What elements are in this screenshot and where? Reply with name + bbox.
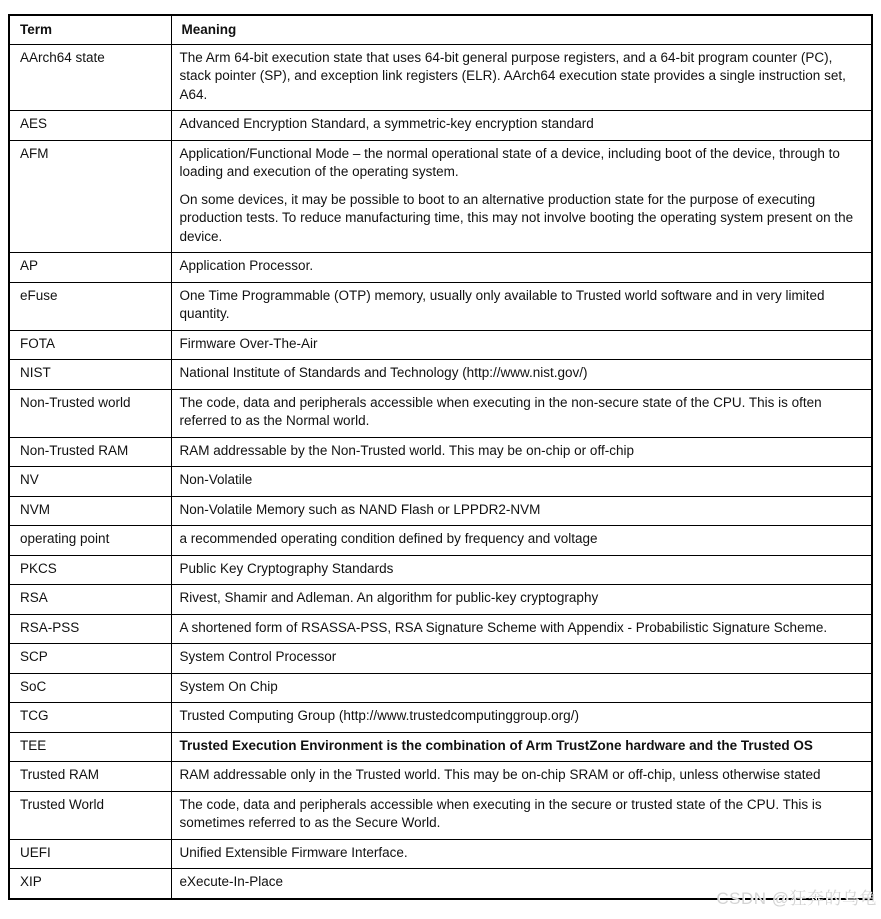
table-row (9, 44, 872, 111)
table-row (9, 585, 872, 615)
term-cell: TEE (9, 732, 171, 762)
meaning-paragraph: National Institute of Standards and Technology (http://www.nist.gov/) (179, 365, 588, 380)
term-cell: TCG (9, 703, 171, 733)
term-cell: XIP (9, 869, 171, 899)
table-row (9, 644, 872, 674)
meaning-paragraph: Rivest, Shamir and Adleman. An algorithm for public-key cryptography (179, 590, 599, 605)
table-row (9, 555, 872, 585)
table-row (9, 496, 872, 526)
term-cell: SCP (9, 644, 171, 674)
table-row (9, 703, 872, 733)
term-cell: AES (9, 111, 171, 141)
term-cell: eFuse (9, 282, 171, 330)
term-cell: PKCS (9, 555, 171, 585)
meaning-cell (171, 839, 872, 869)
table-row (9, 389, 872, 437)
meaning-paragraph: Firmware Over-The-Air (179, 335, 318, 351)
table-row (9, 111, 872, 141)
meaning-cell (171, 282, 872, 330)
table-row (9, 282, 872, 330)
meaning-cell (171, 703, 872, 733)
meaning-cell (171, 732, 872, 762)
meaning-cell (171, 111, 872, 141)
header-row (9, 15, 872, 44)
term-cell: RSA-PSS (9, 614, 171, 644)
term-cell: SoC (9, 673, 171, 703)
meaning-paragraph: Non-Volatile Memory such as NAND Flash or LPPDR2-NVM (179, 501, 541, 517)
table-row (9, 437, 872, 467)
meaning-paragraph: The Arm 64-bit execution state that uses 64-bit general purpose registers, and a 64-bit program counter (PC), stack pointer (SP), and exception link registers (ELR). AArch64 execution state provides a single instruction set, A64. (179, 49, 846, 102)
meaning-paragraph: System Control Processor (179, 649, 337, 664)
meaning-paragraph: The code, data and peripherals accessible when executing in the non-secure state of the CPU. This is often referred to as the Normal world. (179, 394, 822, 428)
meaning-cell (171, 555, 872, 585)
table-row (9, 791, 872, 839)
meaning-paragraph: Unified Extensible Firmware Interface. (179, 844, 408, 860)
term-cell: Trusted RAM (9, 762, 171, 792)
csdn-watermark: CSDN @狂奔的乌龟 (716, 889, 877, 908)
table-row (9, 732, 872, 762)
table-row (9, 140, 872, 253)
term-cell: FOTA (9, 330, 171, 360)
meaning-cell (171, 360, 872, 390)
term-cell: AFM (9, 140, 171, 253)
meaning-cell (171, 791, 872, 839)
meaning-cell (171, 253, 872, 283)
meaning-paragraph: Non-Volatile (179, 472, 253, 487)
table-row (9, 360, 872, 390)
meaning-paragraph: a recommended operating condition defined by frequency and voltage (179, 531, 598, 546)
meaning-paragraph: Application/Functional Mode – the normal operational state of a device, including boot of the device, through to loading and execution of the operating system. (179, 145, 840, 179)
meaning-paragraph: One Time Programmable (OTP) memory, usually only available to Trusted world software and in very limited quantity. (179, 287, 825, 321)
meaning-paragraph: The code, data and peripherals accessible when executing in the secure or trusted state of the CPU. This is sometimes referred to as the Secure World. (179, 796, 822, 830)
term-cell: UEFI (9, 839, 171, 869)
meaning-cell (171, 496, 872, 526)
meaning-paragraph: Public Key Cryptography Standards (179, 560, 394, 576)
meaning-paragraph: eXecute-In-Place (179, 874, 284, 889)
meaning-cell (171, 330, 872, 360)
table-row (9, 839, 872, 869)
meaning-cell (171, 673, 872, 703)
table-row (9, 467, 872, 497)
meaning-paragraph: A shortened form of RSASSA-PSS, RSA Signature Scheme with Appendix - Probabilistic Signature Scheme. (179, 619, 828, 635)
table-row (9, 330, 872, 360)
table-row (9, 526, 872, 556)
table-row (9, 614, 872, 644)
meaning-cell (171, 585, 872, 615)
term-cell: NIST (9, 360, 171, 390)
meaning-cell (171, 140, 872, 253)
meaning-cell (171, 644, 872, 674)
term-cell: Non-Trusted world (9, 389, 171, 437)
table-row (9, 762, 872, 792)
meaning-paragraph: Advanced Encryption Standard, a symmetric-key encryption standard (179, 116, 594, 131)
meaning-column-header: Meaning (171, 15, 872, 44)
term-cell: AArch64 state (9, 44, 171, 111)
table-row (9, 673, 872, 703)
term-cell: RSA (9, 585, 171, 615)
term-cell: operating point (9, 526, 171, 556)
meaning-cell (171, 614, 872, 644)
term-cell: AP (9, 253, 171, 283)
meaning-cell (171, 762, 872, 792)
meaning-paragraph: On some devices, it may be possible to boot to an alternative production state for the purpose of executing production tests. To reduce manufacturing time, this may not involve booting the operating system present on the device. (179, 191, 854, 244)
term-cell: NVM (9, 496, 171, 526)
meaning-cell (171, 467, 872, 497)
meaning-paragraph: Trusted Computing Group (http://www.trustedcomputinggroup.org/) (179, 708, 579, 723)
meaning-paragraph: RAM addressable only in the Trusted world. This may be on-chip SRAM or off-chip, unless otherwise stated (179, 767, 821, 782)
term-cell: Trusted World (9, 791, 171, 839)
meaning-cell (171, 526, 872, 556)
term-column-header: Term (9, 15, 171, 44)
glossary-table (8, 14, 873, 900)
meaning-paragraph: Application Processor. (179, 258, 314, 273)
meaning-cell (171, 44, 872, 111)
meaning-paragraph: RAM addressable by the Non-Trusted world. This may be on-chip or off-chip (179, 442, 634, 458)
meaning-cell (171, 389, 872, 437)
meaning-paragraph: Trusted Execution Environment is the combination of Arm TrustZone hardware and the Trusted OS (179, 737, 813, 753)
meaning-cell (171, 437, 872, 467)
term-cell: NV (9, 467, 171, 497)
table-row (9, 253, 872, 283)
meaning-paragraph: System On Chip (179, 678, 278, 694)
term-cell: Non-Trusted RAM (9, 437, 171, 467)
